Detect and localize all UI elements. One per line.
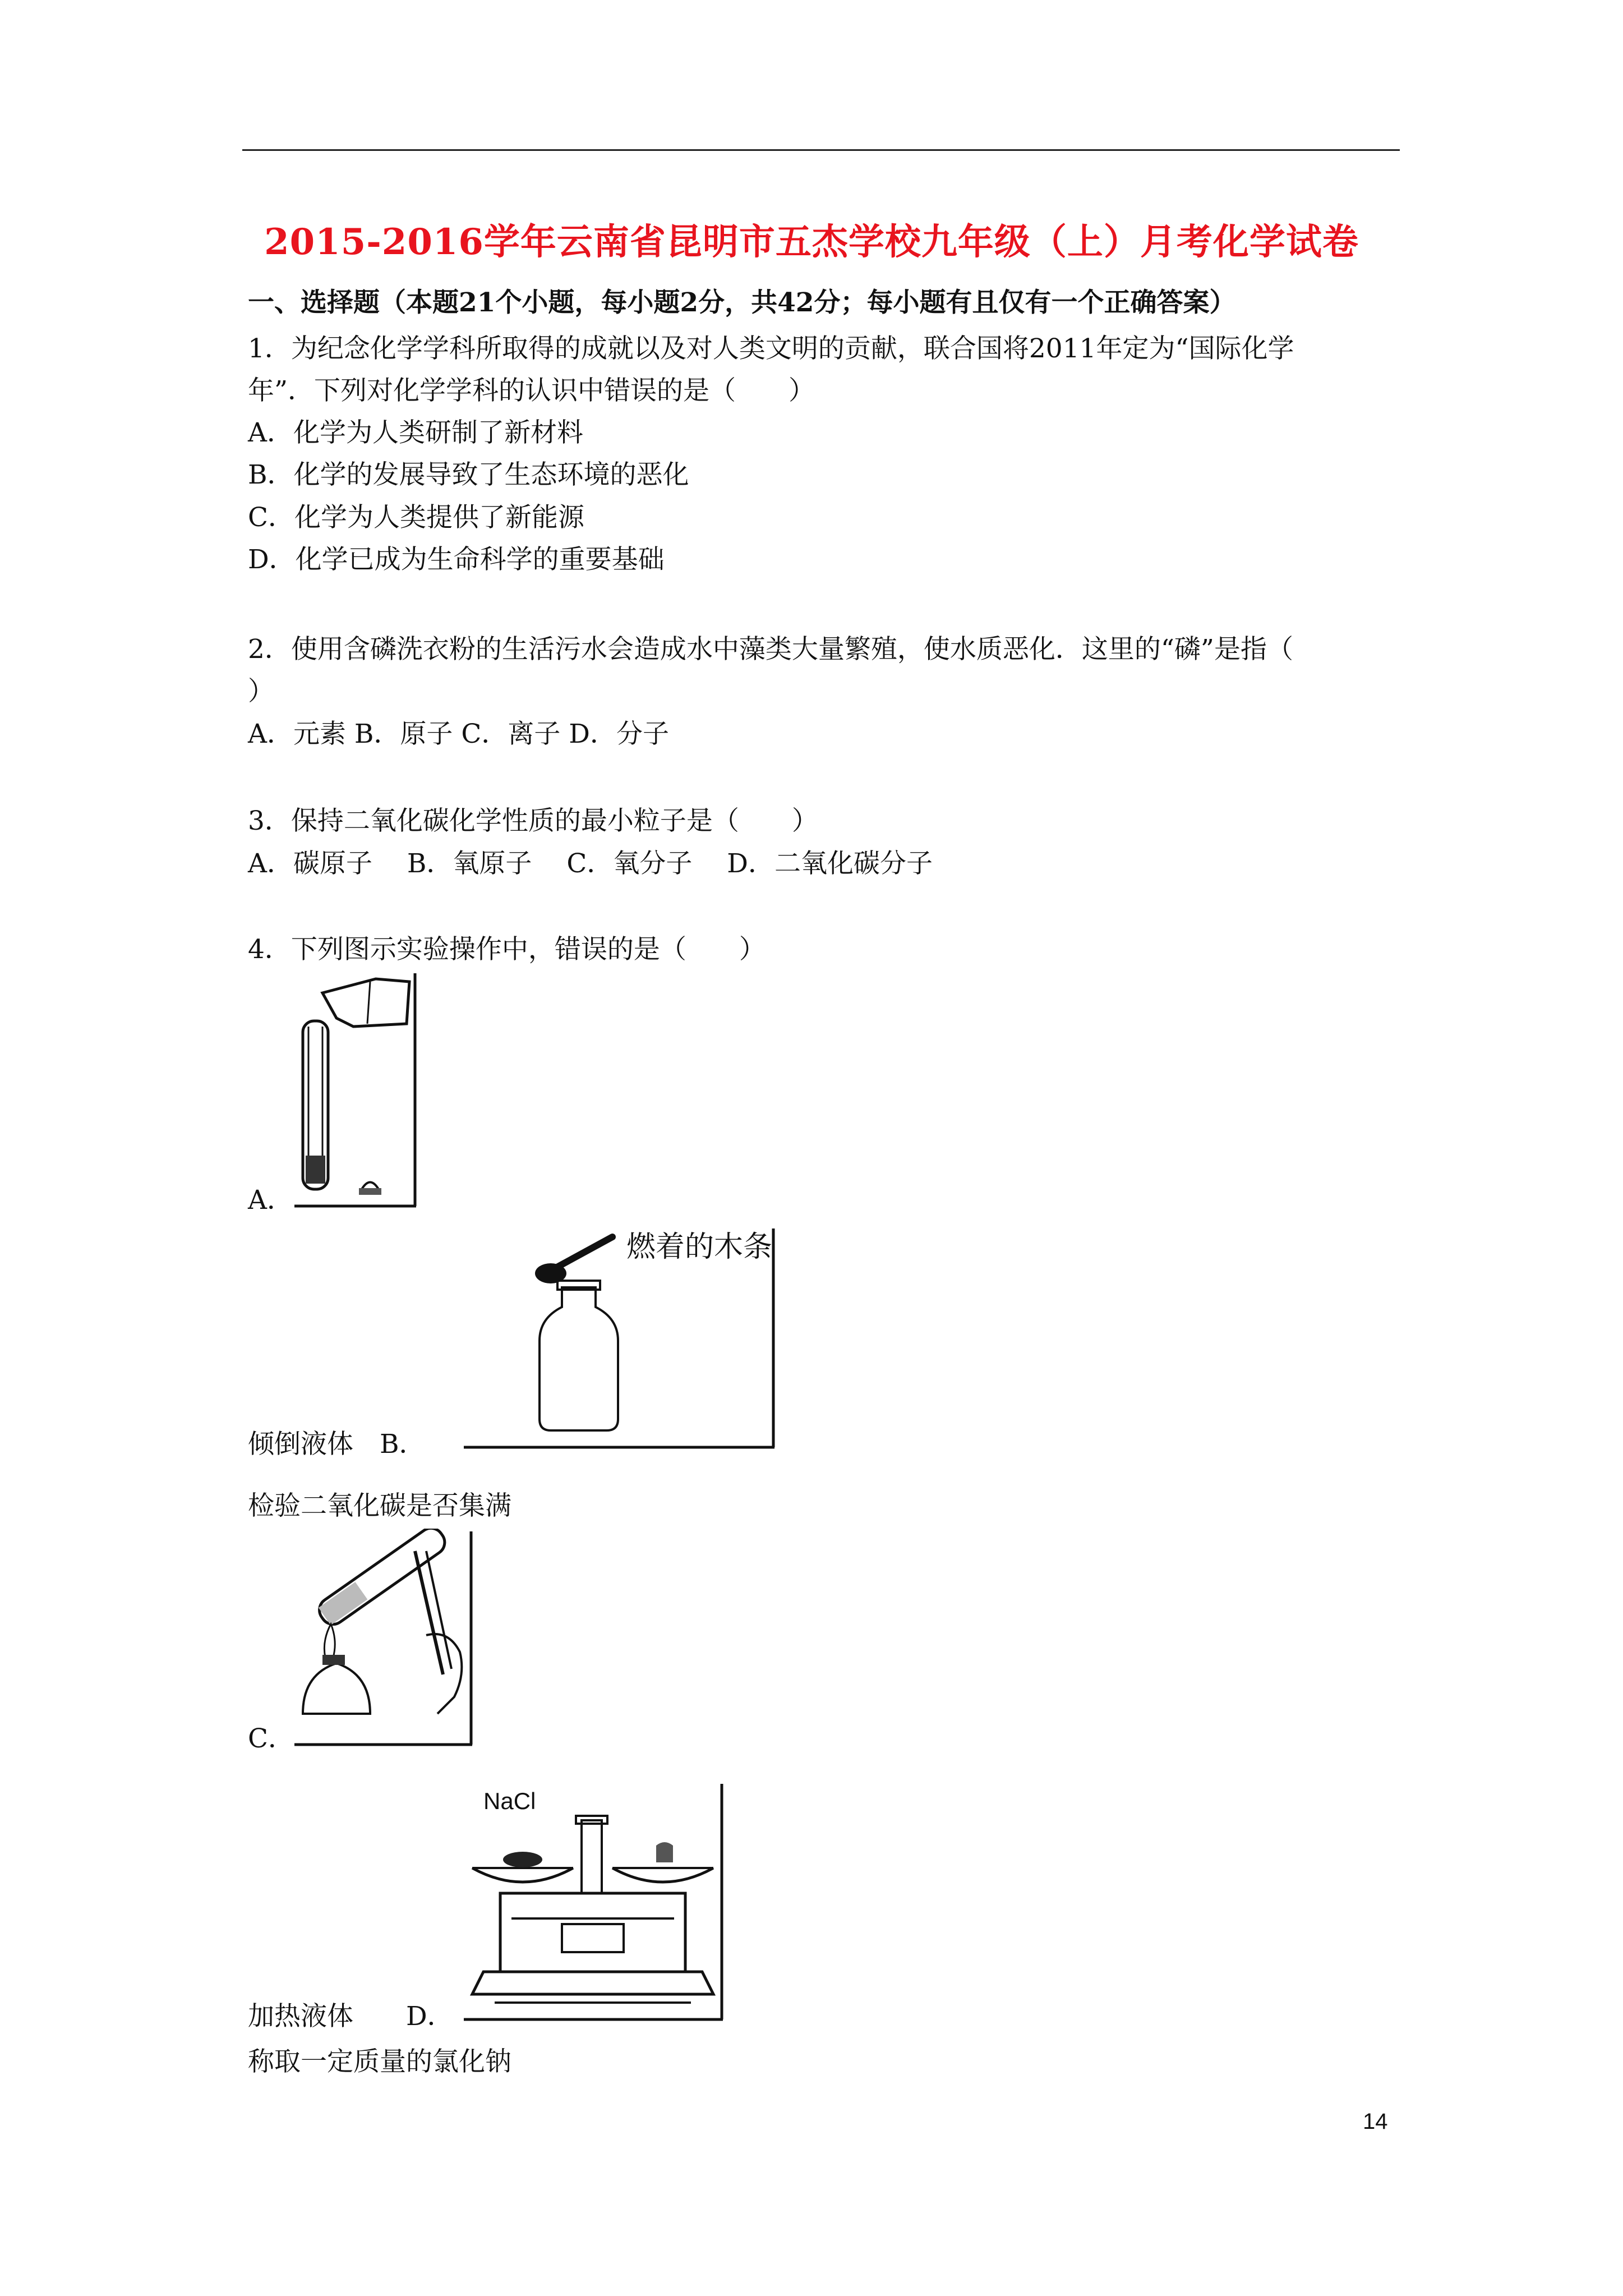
- figure-d-label: NaCl: [483, 1788, 536, 1814]
- q2-stem-line2: ）: [248, 676, 274, 707]
- q2-stem-line1: 2．使用含磷洗衣粉的生活污水会造成水中藻类大量繁殖，使水质恶化．这里的“磷”是指（: [248, 634, 1293, 665]
- q4-label-a: A．: [248, 1185, 293, 1216]
- q4-stem: 4．下列图示实验操作中，错误的是（ ）: [248, 934, 766, 965]
- figure-b-co2-test: [461, 1226, 775, 1450]
- q4-caption-b: 检验二氧化碳是否集满: [248, 1490, 511, 1521]
- q4-label-c: C．: [248, 1723, 294, 1754]
- section-heading: 一、选择题（本题21个小题，每小题2分，共42分；每小题有且仅有一个正确答案）: [248, 287, 1236, 318]
- q1-option-b: B．化学的发展导致了生态环境的恶化: [248, 459, 689, 490]
- figure-d-balance: [461, 1781, 725, 2022]
- q4-caption-d: 称取一定质量的氯化钠: [248, 2046, 511, 2077]
- q1-option-d: D．化学已成为生命科学的重要基础: [248, 544, 665, 575]
- figure-b-label: 燃着的木条: [626, 1231, 773, 1263]
- q3-stem: 3．保持二氧化碳化学性质的最小粒子是（ ）: [248, 806, 818, 836]
- q2-options: A．元素 B．原子 C．离子 D．分子: [248, 719, 669, 749]
- q1-option-a: A．化学为人类研制了新材料: [248, 417, 583, 448]
- header-rule: [242, 149, 1400, 151]
- figure-c-heating-liquid: [292, 1529, 474, 1747]
- q4-caption-a: 倾倒液体 B．: [248, 1429, 426, 1460]
- figure-a-pouring-liquid: [292, 970, 421, 1212]
- paper-title: 2015-2016学年云南省昆明市五杰学校九年级（上）月考化学试卷: [264, 221, 1359, 263]
- q1-stem-line2: 年”．下列对化学学科的认识中错误的是（ ）: [248, 375, 815, 406]
- page-number: 14: [1363, 2109, 1388, 2134]
- q1-stem-line1: 1．为纪念化学学科所取得的成就以及对人类文明的贡献，联合国将2011年定为“国际化学: [248, 333, 1294, 364]
- q4-caption-c: 加热液体 D．: [248, 2001, 454, 2032]
- q1-option-c: C．化学为人类提供了新能源: [248, 502, 584, 533]
- q3-options: A．碳原子 B．氧原子 C．氧分子 D．二氧化碳分子: [248, 848, 933, 879]
